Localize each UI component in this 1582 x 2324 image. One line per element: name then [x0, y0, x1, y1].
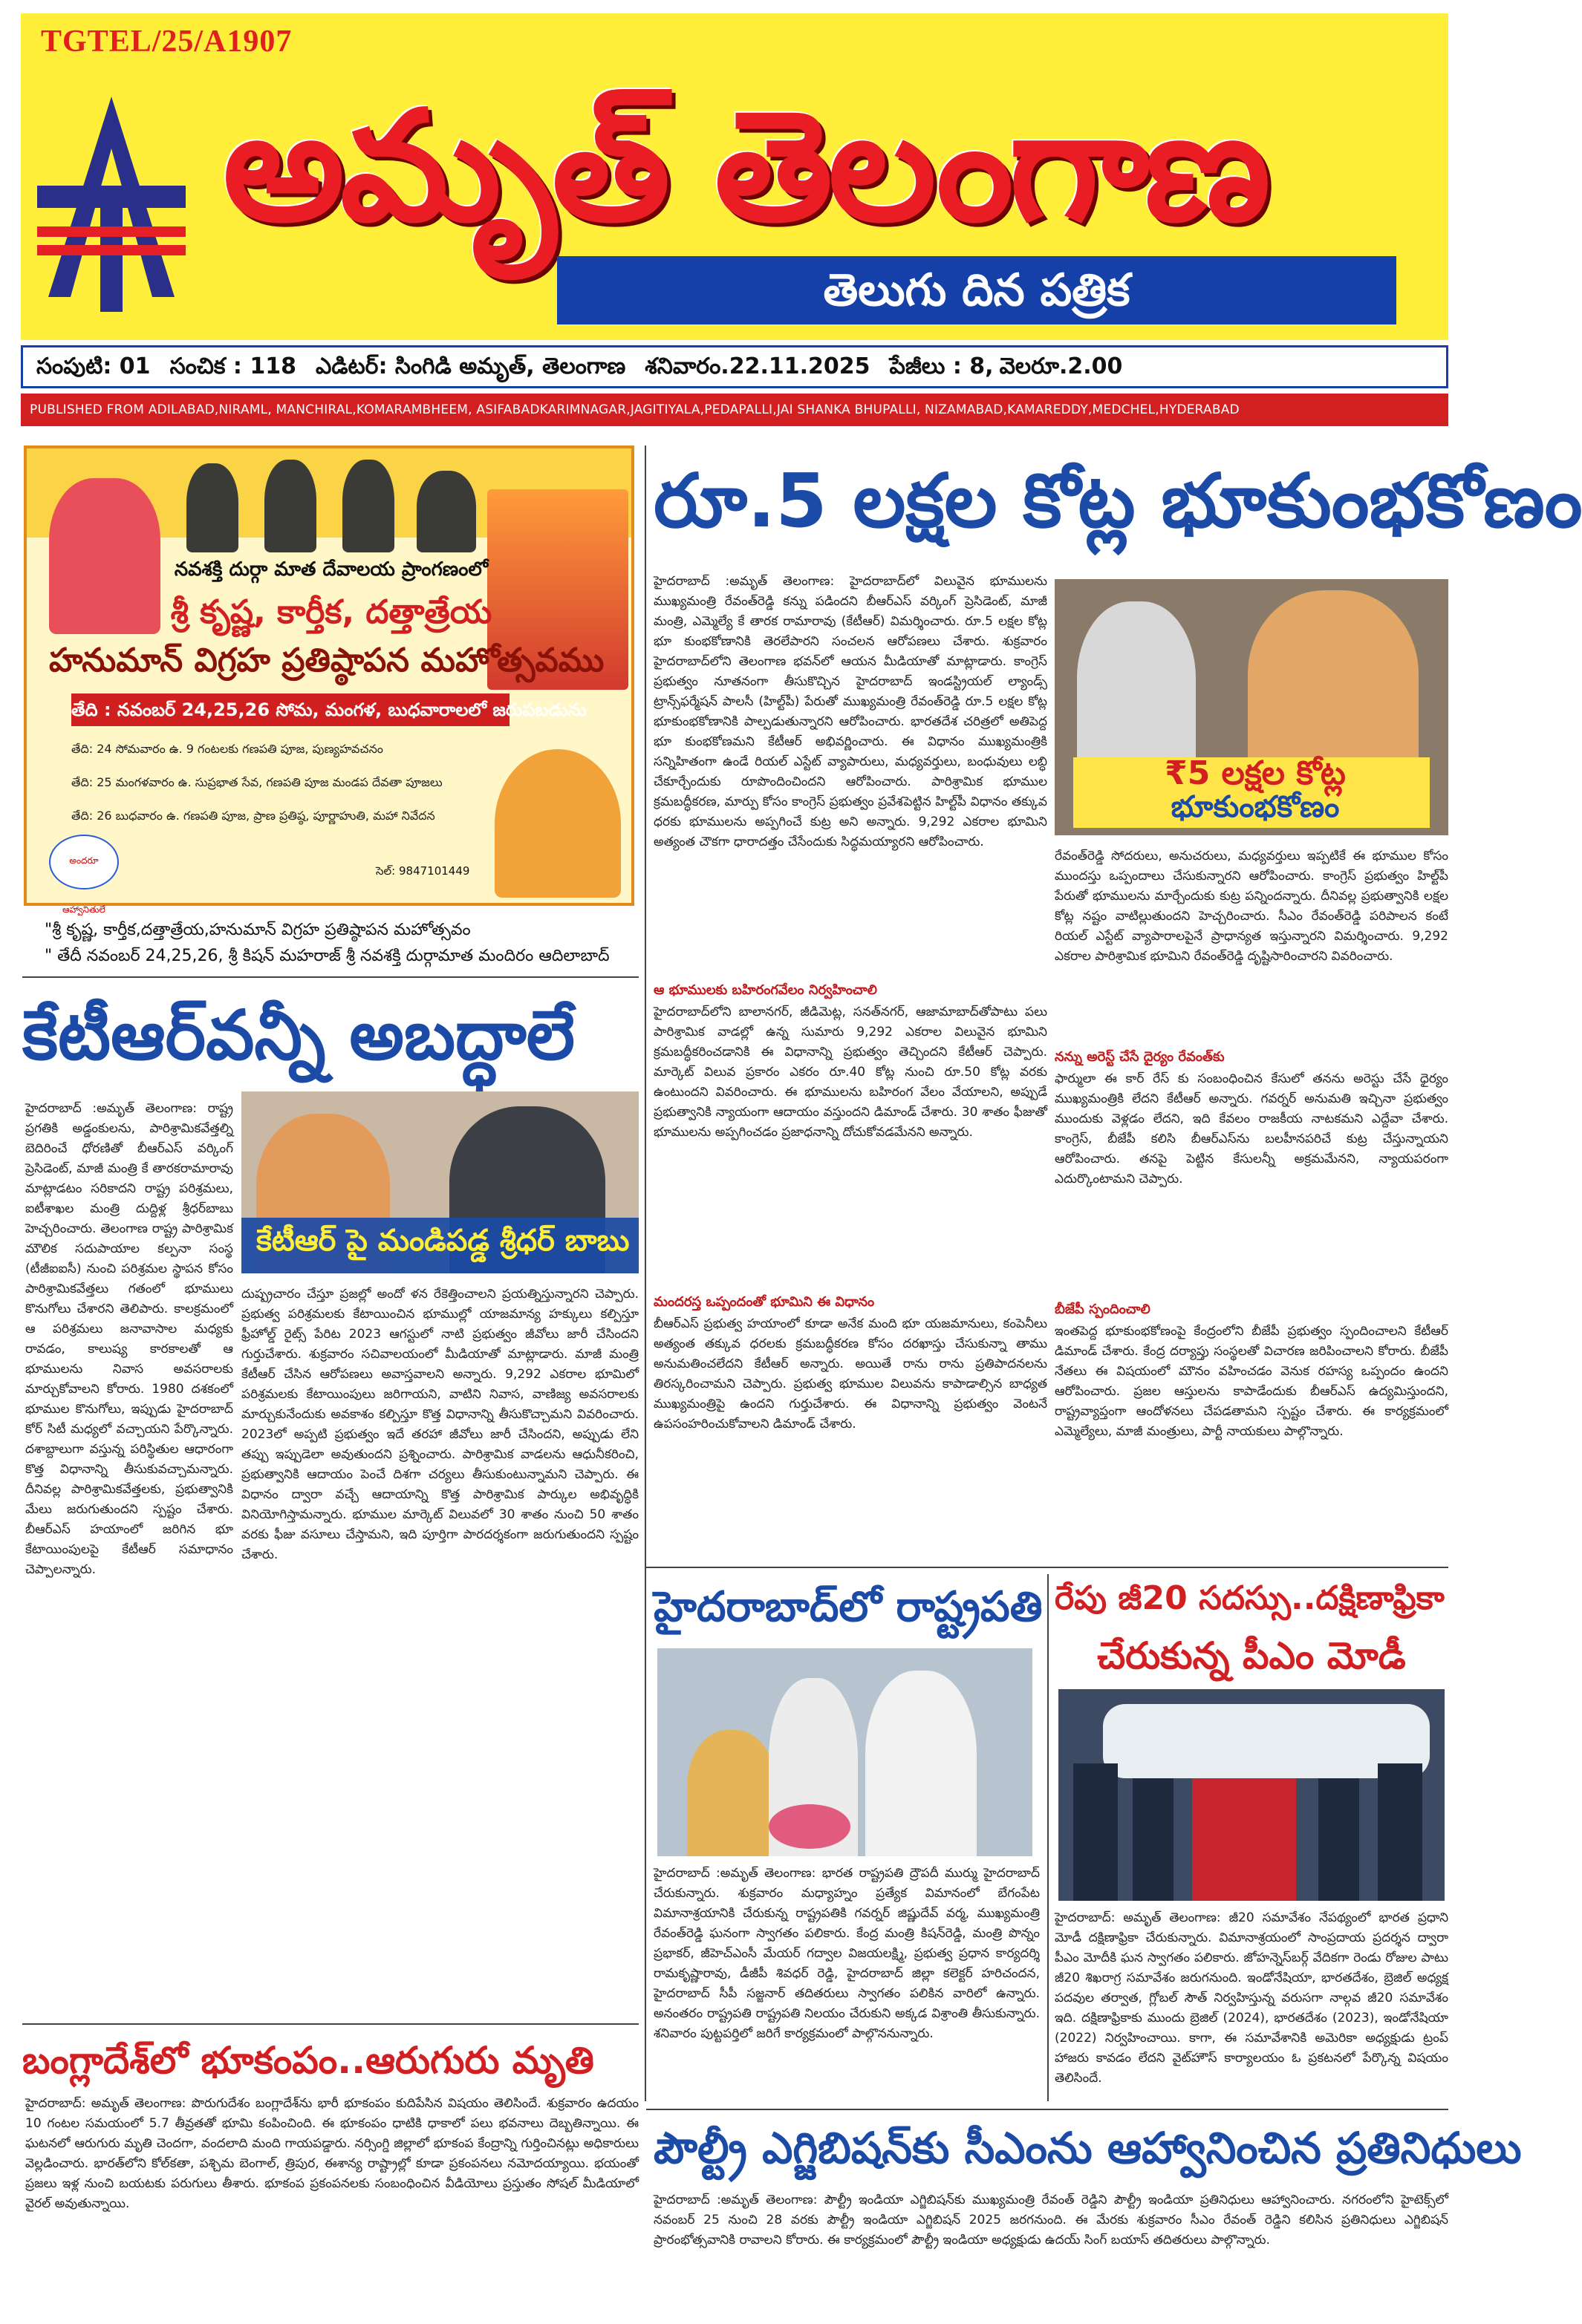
ad-dates: తేది : నవంబర్ 24,25,26 సోమ, మంగళ, బుధవారాలలో జరుపబడును: [71, 693, 510, 726]
divider: [22, 976, 639, 978]
photo-banner: ₹5 లక్షల కోట్ల: [1165, 754, 1346, 792]
ad-venue: నవశక్తి దుర్గా మాత దేవాలయ ప్రాంగణంలో: [174, 558, 489, 581]
column-rule: [645, 445, 646, 2101]
story-body: ఫార్ములా ఈ కార్ రేస్ కు సంబంధించిన కేసులో తనను అరెస్టు చేసే ధైర్యం ముఖ్యమంత్రికి లేదని కేటీఆర్ అన్నారు. గవర్నర్ అనుమతి ఇచ్చినా ప్రభుత్వం ముందుకు వెళ్లడం లేదని, ఇది కేవలం రాజకీయ నాటకమని ఎద్దేవా చేశారు. కాంగ్రెస్, బీజేపీ కలిసి బీఆర్ఎస్‌ను బలహీనపరిచే కుట్ర చేస్తున్నాయని ఆరోపించారు. తనపై పెట్టిన కేసులన్నీ అక్రమమేనని, న్యాయపరంగా ఎదుర్కొంటామని చెప్పారు.: [1055, 1071, 1448, 1187]
story-headline: పౌల్ట్రీ ఎగ్జిబిషన్‌కు సీఎంను ఆహ్వానించిన ప్రతినిధులు: [654, 2123, 1522, 2173]
ad-invite-badge: అందరూ ఆహ్వానితులే: [49, 835, 119, 890]
subheading: మందరస్త ఒప్పందంతో భూమిని ఈ విధానం: [654, 1294, 875, 1310]
ad-contact: సెల్: 9847101449: [376, 864, 470, 878]
story-headline: చేరుకున్న పీఎం మోడీ: [1097, 1634, 1406, 1677]
story-body: హైదరాబాద్ :అమృత్ తెలంగాణ: హైదరాబాద్‌లో విలువైన భూములను ముఖ్యమంత్రి రేవంత్‌రెడ్డి కన్ను పడిందని బీఆర్ఎస్ వర్కింగ్ ప్రెసిడెంట్, మాజీ మంత్రి, ఎమ్మెల్యే కే తారక రామారావు (కేటీఆర్) విమర్శించారు. రూ.5 లక్షల కోట్ల భూ కుంభకోణానికి తెరలేపారని సంచలన ఆరోపణలు చేశారు. శుక్రవారం హైదరాబాద్‌లోని తెలంగాణ భవన్‌లో ఆయన మీడియాతో మాట్లాడారు. కాంగ్రెస్ ప్రభుత్వం నూతనంగా తీసుకొచ్చిన హైదరాబాద్ ఇండస్ట్రియల్ ల్యాండ్స్ ట్రాన్స్‌ఫర్మేషన్ పాలసీ (హిల్ట్‌పీ) పేరుతో ముఖ్యమంత్రి రేవంత్‌రెడ్డి రూ.5 లక్షల కోట్ల భూకుంభకోణానికి పాల్పడుతున్నారని ఆరోపించారు. భారతదేశ చరిత్రలో అతిపెద్ద భూ కుంభకోణమని కేటీఆర్ అభివర్ణించారు. ఈ విధానం ముఖ్యమంత్రికి సన్నిహితంగా ఉండే రియల్ ఎస్టేట్ వ్యాపారులు, మధ్యవర్తులు, బంధువులు లబ్ధి చేకూర్చేందుకు రూపొందించిందని ఆరోపించారు. పారిశ్రామిక భూముల క్రమబద్ధీకరణ, మార్పు కోసం కాంగ్రెస్ ప్రభుత్వం ప్రవేశపెట్టిన హిల్ట్‌పీ విధానం తక్కువ ధరకు భూములను అప్పగించే కుట్ర అని అన్నారు. 9,292 ఎకరాల భూమిని అత్యంత చౌకగా ధారాదత్తం చేసేందుకు సిద్ధమయ్యారని ఆరోపించారు.: [654, 574, 1047, 849]
ad-event: హనుమాన్ విగ్రహ ప్రతిష్ఠాపన మహోత్సవము: [49, 642, 605, 679]
price: వెలరూ.2.00: [999, 353, 1123, 379]
story-body: దుష్ప్రచారం చేస్తూ ప్రజల్లో అందో ళన రేకెత్తించాలని ప్రయత్నిస్తున్నారని చెప్పారు. ప్రభుత్వ పరిశ్రమలకు కేటాయించిన భూముల్లో యాజమాన్య హక్కులు కల్పిస్తూ ఫ్రీహోల్డ్ రైట్స్ పేరిట 2023 ఆగస్టులో నాటి ప్రభుత్వం జీవోలు జారీ చేసిందని గుర్తుచేశారు. శుక్రవారం సచివాలయంలో మీడియాతో మాట్లాడారు. మాజీ మంత్రి కేటీఆర్ చేసిన ఆరోపణలు అవాస్తవాలని అన్నారు. 9,292 ఎకరాల భూమిలో పరిశ్రమలకు కేటాయింపులు జరిగాయని, వాటిని నివాస, వాణిజ్య అవసరాలకు మార్చుకునేందుకు అవకాశం కల్పిస్తూ కొత్త విధానాన్ని తీసుకొచ్చామని వివరించారు. 2023లో అప్పటి ప్రభుత్వం ఇదే తరహా జీవోలు జారీ చేసిందని, అప్పుడు లేని తప్పు ఇప్పుడెలా అవుతుందని ప్రశ్నించారు. పారిశ్రామిక వాడలను ఆధునీకరించి, ప్రభుత్వానికి ఆదాయం పెంచే దిశగా చర్యలు తీసుకుంటున్నామని చెప్పారు. ఈ విధానం ద్వారా వచ్చే ఆదాయాన్ని కొత్త పారిశ్రామిక పార్కుల అభివృద్ధికి వినియోగిస్తామన్నారు. భూముల మార్కెట్ విలువలో 30 శాతం నుంచి 50 శాతం వరకు ఫీజు వసూలు చేస్తామని, ఇది పూర్తిగా పారదర్శకంగా జరుగుతుందని స్పష్టం చేశారు.: [241, 1287, 639, 1562]
volume: సంపుటి: 01: [36, 353, 151, 379]
saint-image: [495, 749, 621, 898]
subheading: బీజేపీ స్పందించాలి: [1055, 1302, 1150, 1317]
issue-info-bar: [21, 345, 1448, 388]
story-headline: కేటీఆర్‌వన్నీ అబద్ధాలే: [22, 996, 575, 1075]
subheading: ఆ భూములకు బహిరంగవేలం నిర్వహించాలి: [654, 982, 877, 998]
news-photo: [657, 1648, 1032, 1856]
ad-headline: శ్రీ కృష్ణ, కార్తీక, దత్తాత్రేయ: [170, 593, 492, 631]
registration-number: TGTEL/25/A1907: [41, 25, 293, 59]
idol-image: [264, 460, 316, 552]
story-body: రేవంత్‌రెడ్డి సోదరులు, అనుచరులు, మధ్యవర్తులు ఇప్పటికే ఈ భూముల కోసం ముందస్తు ఒప్పందాలు చేసుకున్నారని ఆరోపించారు. కాంగ్రెస్ ప్రభుత్వం హిల్ట్‌పీ పేరుతో భూములను మార్చేందుకు కుట్ర పన్నిందన్నారు. దీనివల్ల ప్రభుత్వానికి లక్షల కోట్ల నష్టం వాటిల్లుతుందని హెచ్చరించారు. సీఎం రేవంత్‌రెడ్డి పరిపాలన కంటే రియల్ ఎస్టేట్ వ్యాపారాలపైనే ప్రాధాన్యత ఇస్తున్నారని విమర్శించారు. 9,292 ఎకరాల పారిశ్రామిక భూమిని రేవంత్‌రెడ్డి దృష్టిసారించారని వివరించారు.: [1055, 849, 1448, 964]
ad-caption-line: " తేదీ నవంబర్ 24,25,26, శ్రీ కిషన్ మహరాజ్ శ్రీ నవశక్తి దుర్గామాత మందిరం ఆదిలాబాద్: [45, 947, 610, 965]
divider: [646, 2109, 1448, 2110]
editor: ఎడిటర్: సింగిడి అమృత్, తెలంగాణ: [315, 353, 626, 379]
story-body: హైదరాబాద్‌లోని బాలానగర్, జీడిమెట్ల, సనత్‌నగర్, ఆజామాబాద్‌తోపాటు పలు పారిశ్రామిక వాడల్లో ఉన్న సుమారు 9,292 ఎకరాల విలువైన భూమిని క్రమబద్ధీకరించడానికి ఈ విధానాన్ని ప్రభుత్వం తెచ్చిందని కేటీఆర్ చెప్పారు. మార్కెట్ విలువ ప్రకారం ఎకరం రూ.40 కోట్ల నుంచి రూ.50 కోట్ల వరకు ఉంటుందని వివరించారు. ఈ భూములను బహిరంగ వేలం వేయాలని, అప్పుడే ప్రభుత్వానికి న్యాయంగా ఆదాయం వస్తుందని డిమాండ్ చేశారు. 30 శాతం ఫీజుతో భూములను అప్పగించడం ప్రజాధనాన్ని దోచుకోవడమేనని అన్నారు.: [654, 1005, 1047, 1140]
date: శనివారం.22.11.2025: [645, 353, 870, 379]
story-body: హైదరాబాద్: అమృత్ తెలంగాణ: పొరుగుదేశం బంగ్లాదేశ్‌ను భారీ భూకంపం కుదిపేసిన విషయం తెలిసిందే. శుక్రవారం ఉదయం 10 గంటల సమయంలో 5.7 తీవ్రతతో భూమి కంపించింది. ఈ భూకంపం ధాటికి ధాకాలో పలు భవనాలు దెబ్బతిన్నాయి. ఈ ఘటనలో ఆరుగురు మృతి చెందగా, వందలాది మంది గాయపడ్డారు. నర్సింగ్డి జిల్లాలో భూకంప కేంద్రాన్ని గుర్తించినట్లు అధికారులు వెల్లడించారు. భారత్‌లోని కోల్‌కతా, పశ్చిమ బెంగాల్, త్రిపుర, ఈశాన్య రాష్ట్రాల్లో కూడా ప్రకంపనలు నమోదయ్యాయి. భయంతో ప్రజలు ఇళ్ల నుంచి బయటకు పరుగులు తీశారు. భూకంప ప్రకంపనలకు సంబంధించిన వీడియోలు ప్రస్తుతం సోషల్ మీడియాలో వైరల్ అవుతున్నాయి.: [25, 2096, 639, 2211]
divider: [646, 1567, 1448, 1568]
idol-image: [417, 471, 476, 552]
story-headline: బంగ్లాదేశ్‌లో భూకంపం..ఆరుగురు మృతి: [22, 2039, 594, 2082]
published-from-bar: PUBLISHED FROM ADILABAD,NIRAML, MANCHIRAL,KOMARAMBHEEM, ASIFABADKARIMNAGAR,JAGITIYALA,PEDAPALLI,JAI SHANKA BHUPALLI, NIZAMABAD,KAMAREDDY,MEDCHEL,HYDERABAD: [21, 394, 1448, 426]
subheading: నన్ను అరెస్ట్ చేసే దైర్యం రేవంత్‌కు: [1055, 1049, 1225, 1065]
news-photo: [1055, 579, 1448, 835]
lead-headline: రూ.5 లక్షల కోట్ల భూకుంభకోణం: [654, 457, 1582, 544]
divider: [22, 2023, 639, 2025]
photo-caption: కేటీఆర్ పై మండిపడ్డ శ్రీధర్ బాబు: [256, 1224, 630, 1258]
news-photo: [1058, 1689, 1445, 1901]
newspaper-title: అమృత్ తెలంగాణ: [223, 79, 1266, 255]
story-body: ఇంతపెద్ద భూకుంభకోణంపై కేంద్రంలోని బీజేపీ ప్రభుత్వం స్పందించాలని కేటీఆర్ డిమాండ్ చేశారు. కేంద్ర దర్యాప్తు సంస్థలతో విచారణ జరిపించాలని కోరారు. బీజేపీ నేతలు ఈ విషయంలో మౌనం వహించడం వెనుక రహస్య ఒప్పందం ఉందని ఆరోపించారు. ప్రజల ఆస్తులను కాపాడేందుకు బీఆర్ఎస్ ఉద్యమిస్తుందని, రాష్ట్రవ్యాప్తంగా ఆందోళనలు చేపడతామని స్పష్టం చేశారు. ఈ కార్యక్రమంలో ఎమ్మెల్యేలు, మాజీ మంత్రులు, పార్టీ నాయకులు పాల్గొన్నారు.: [1055, 1324, 1448, 1439]
news-photo: [241, 1091, 639, 1273]
pages: పేజీలు : 8,: [889, 353, 994, 379]
story-body: హైదరాబాద్ :అమృత్ తెలంగాణ: భారత రాష్ట్రపతి ద్రౌపదీ ముర్ము హైదరాబాద్ చేరుకున్నారు. శుక్రవారం మధ్యాహ్నం ప్రత్యేక విమానంలో బేగంపేట విమానాశ్రయానికి చేరుకున్న రాష్ట్రపతికి గవర్నర్ జిష్ణుదేవ్ వర్మ, ముఖ్యమంత్రి రేవంత్‌రెడ్డి ఘనంగా స్వాగతం పలికారు. కేంద్ర మంత్రి కిషన్‌రెడ్డి, మంత్రి పొన్నం ప్రభాకర్, జీహెచ్ఎంసీ మేయర్ గద్వాల విజయలక్ష్మి, ప్రభుత్వ ప్రధాన కార్యదర్శి రామకృష్ణారావు, డీజీపీ శివధర్ రెడ్డి, హైదరాబాద్ జిల్లా కలెక్టర్ హరిచందన, హైదరాబాద్ సీపీ సజ్జనార్ తదితరులు స్వాగతం పలికిన వారిలో ఉన్నారు. అనంతరం రాష్ట్రపతి రాష్ట్రపతి నిలయం చేరుకుని అక్కడ విశ్రాంతి తీసుకున్నారు. శనివారం పుట్టపర్తిలో జరిగే కార్యక్రమంలో పాల్గొననున్నారు.: [654, 1866, 1040, 2041]
temple-advertisement: [24, 445, 634, 915]
story-body: హైదరాబాద్: అమృత్ తెలంగాణ: జీ20 సమావేశం నేపథ్యంలో భారత ప్రధాని మోడీ దక్షిణాఫ్రికా చేరుకున్నారు. విమానాశ్రయంలో సాంప్రదాయ ప్రదర్శన ద్వారా పీఎం మోదీకి ఘన స్వాగతం పలికారు. జోహన్నెస్‌బర్గ్ వేదికగా రెండు రోజుల పాటు జీ20 శిఖరాగ్ర సమావేశం జరుగనుంది. ఇండోనేషియా, భారతదేశం, బ్రెజిల్ అధ్యక్ష పదవుల తర్వాత, గ్లోబల్ సౌత్ నిర్వహిస్తున్న వరుసగా నాల్గవ జీ20 సమావేశం ఇది. దక్షిణాఫ్రికాకు ముందు బ్రెజిల్ (2024), భారతదేశం (2023), ఇండోనేషియా (2022) నిర్వహించాయి. కాగా, ఈ సమావేశానికి అమెరికా అధ్యక్షుడు ట్రంప్ హాజరు కావడం లేదని వైట్‌హౌస్ కార్యాలయం ఓ ప్రకటనలో పేర్కొన్న విషయం తెలిసిందే.: [1055, 1910, 1448, 2086]
column-rule: [1047, 1574, 1049, 2101]
story-body: బీఆర్ఎస్ ప్రభుత్వ హయాంలో కూడా అనేక మంది భూ యజమానులు, కంపెనీలు అత్యంత తక్కువ ధరలకు క్రమబద్ధీకరణ కోసం దరఖాస్తు చేసుకున్నా తాము అనుమతించలేదని కేటీఆర్ అన్నారు. అయితే రాను రాను ప్రతిపాదనలను తిరస్కరించామని చెప్పారు. ప్రభుత్వ భూముల విలువను కాపాడాల్సిన బాధ్యత ముఖ్యమంత్రిపై ఉందని గుర్తుచేశారు. ఈ విధానాన్ని ప్రభుత్వం వెంటనే ఉపసంహరించుకోవాలని డిమాండ్ చేశారు.: [654, 1316, 1047, 1432]
story-headline: రేపు జీ20 సదస్సు..దక్షిణాఫ్రికా: [1055, 1579, 1445, 1617]
idol-image: [342, 460, 394, 552]
idol-image: [186, 463, 238, 552]
photo-banner: భూకుంభకోణం: [1171, 790, 1340, 824]
ad-detail: తేది: 26 బుధవారం ఉ. గణపతి పూజ, ప్రాణ ప్రతిష్ఠ, పూర్ణాహుతి, మహా నివేదన: [71, 809, 435, 823]
ad-caption-line: "శ్రీ కృష్ణ, కార్తీక,దత్తాత్రేయ,హనుమాన్ విగ్రహ ప్రతిష్ఠాపన మహోత్సవం: [45, 921, 471, 939]
issue: సంచిక : 118: [169, 353, 296, 379]
newspaper-subtitle: తెలుగు దిన పత్రిక: [557, 256, 1396, 324]
story-body: హైదరాబాద్ :అమృత్ తెలంగాణ: రాష్ట్ర ప్రగతికి అడ్డంకులను, పారిశ్రామికవేత్తల్ని బెదిరించే ధోరణితో బీఆర్ఎస్ వర్కింగ్ ప్రెసిడెంట్, మాజీ మంత్రి కే తారకరామారావు మాట్లాడటం సరికాదని రాష్ట్ర పరిశ్రమలు, ఐటీశాఖల మంత్రి దుద్దిళ్ల శ్రీధర్‌బాబు హెచ్చరించారు. తెలంగాణ రాష్ట్ర పారిశ్రామిక మౌలిక సదుపాయాల కల్పనా సంస్థ (టీజీఐఐసీ) నుంచి పరిశ్రమల స్థాపన కోసం పారిశ్రామికవేత్తలు గతంలో భూములు కొనుగోలు చేశారని తెలిపారు. కాలక్రమంలో ఆ పరిశ్రమలు జనావాసాల మధ్యకు రావడం, కాలుష్య కారకాలతో ఆ భూములను నివాస అవసరాలకు మార్చుకోవాలని కోరారు. 1980 దశకంలో భూముల కొనుగోలు, ఇప్పుడు హైదరాబాద్ కోర్ సిటీ మధ్యలో వచ్చాయని పేర్కొన్నారు. దశాబ్దాలుగా వస్తున్న పరిస్థితుల ఆధారంగా కొత్త విధానాన్ని తీసుకువచ్చామన్నారు. దీనివల్ల పారిశ్రామికవేత్తలకు, ప్రభుత్వానికి మేలు జరుగుతుందని స్పష్టం చేశారు. బీఆర్ఎస్ హయాంలో జరిగిన భూ కేటాయింపులపై కేటీఆర్ సమాధానం చెప్పాలన్నారు.: [25, 1101, 233, 1577]
story-body: హైదరాబాద్ :అమృత్ తెలంగాణ: పౌల్ట్రీ ఇండియా ఎగ్జిబిషన్‌కు ముఖ్యమంత్రి రేవంత్ రెడ్డిని పౌల్ట్రీ ఇండియా ప్రతినిధులు ఆహ్వానించారు. నగరంలోని హైటెక్స్‌లో నవంబర్ 25 నుంచి 28 వరకు పౌల్ట్రీ ఇండియా ఎగ్జిబిషన్ 2025 జరగనుంది. ఈ మేరకు శుక్రవారం సీఎం రేవంత్ రెడ్డిని కలిసిన ప్రతినిధులు ఎగ్జిబిషన్ ప్రారంభోత్సవానికి రావాలని కోరారు. ఈ కార్యక్రమంలో పౌల్ట్రీ ఇండియా అధ్యక్షుడు ఉదయ్ సింగ్ బయాస్ తదితరులు పాల్గొన్నారు.: [654, 2193, 1448, 2248]
logo-icon: [37, 97, 186, 312]
ad-detail: తేది: 24 సోమవారం ఉ. 9 గంటలకు గణపతి పూజ, పుణ్యహవచనం: [71, 742, 383, 756]
story-headline: హైదరాబాద్‌లో రాష్ట్రపతి: [654, 1583, 1043, 1631]
ad-detail: తేది: 25 మంగళవారం ఉ. సుప్రభాత సేవ, గణపతి పూజ మండప దేవతా పూజలు: [71, 775, 443, 789]
